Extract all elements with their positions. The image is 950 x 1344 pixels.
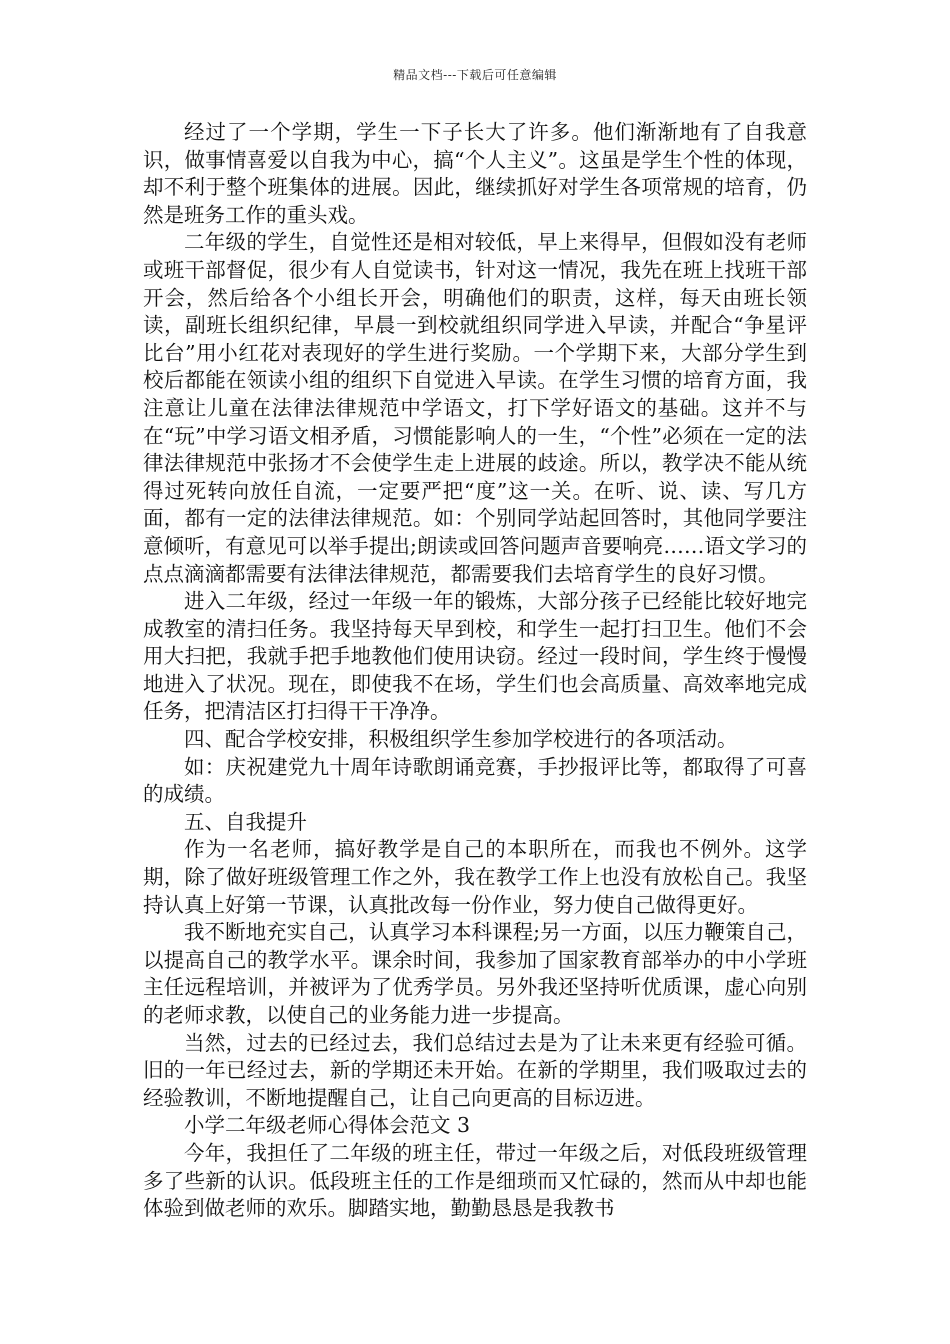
paragraph-8: 我不断地充实自己，认真学习本科课程;另一方面，以压力鞭策自己，以提高自己的教学水平。课余时间，我参加了国家教育部举办的中小学班主任远程培训，并被评为了优秀学员。另外我还坚持听优质课，虚心向别的老师求教，以使自己的业务能力进一步提高。	[143, 920, 807, 1027]
paragraph-7: 作为一名老师，搞好教学是自己的本职所在，而我也不例外。这学期，除了做好班级管理工作之外，我在教学工作上也没有放松自己。我坚持认真上好第一节课，认真批改每一份作业，努力使自己做得更好。	[143, 837, 807, 917]
page-header: 精品文档---下载后可任意编辑	[393, 68, 557, 82]
document-body	[143, 119, 807, 1223]
paragraph-9: 当然，过去的已经过去，我们总结过去是为了让未来更有经验可循。旧的一年已经过去，新的学期还未开始。在新的学期里，我们吸取过去的经验教训，不断地提醒自己，让自己向更高的目标迈进。	[143, 1030, 807, 1110]
paragraph-5: 如：庆祝建党九十周年诗歌朗诵竞赛，手抄报评比等，都取得了可喜的成绩。	[143, 754, 807, 807]
paragraph-11: 今年，我担任了二年级的班主任，带过一年级之后，对低段班级管理多了些新的认识。低段班主任的工作是细琐而又忙碌的，然而从中却也能体验到做老师的欢乐。脚踏实地，勤勤恳恳是我教书	[143, 1140, 807, 1221]
section-heading: 五、自我提升	[184, 809, 307, 834]
paragraph-1: 经过了一个学期，学生一下子长大了许多。他们渐渐地有了自我意识，做事情喜爱以自我为中心，搞“个人主义”。这虽是学生个性的体现，却不利于整个班集体的进展。因此，继续抓好对学生各项常规的培育，仍然是班务工作的重头戏。	[143, 120, 807, 227]
paragraph-2: 二年级的学生，自觉性还是相对较低，早上来得早，但假如没有老师或班干部督促，很少有人自觉读书，针对这一情况，我先在班上找班干部开会，然后给各个小组长开会，明确他们的职责，这样，每天由班长领读，副班长组织纪律，早晨一到校就组织同学进入早读，并配合“争星评比台”用小红花对表现好的学生进行奖励。一个学期下来，大部分学生到校后都能在领读小组的组织下自觉进入早读。在学生习惯的培育方面，我注意让儿童在法律法律规范中学语文，打下学好语文的基础。这并不与在“玩”中学习语文相矛盾，习惯能影响人的一生，“个性”必须在一定的法律法律规范中张扬才不会使学生走上进展的歧途。所以，教学决不能从统得过死转向放任自流，一定要严把“度”这一关。在听、说、读、写几方面，都有一定的法律法律规范。如：个别同学站起回答时，其他同学要注意倾听，有意见可以举手提出;朗读或回答问题声音要响亮……语文学习的点点滴滴都需要有法律法律规范，都需要我们去培育学生的良好习惯。	[143, 230, 807, 586]
paragraph-4: 四、配合学校安排，积极组织学生参加学校进行的各项活动。	[184, 727, 738, 752]
paragraph-3: 进入二年级，经过一年级一年的锻炼，大部分孩子已经能比较好地完成教室的清扫任务。我坚持每天早到校，和学生一起打扫卫生。他们不会用大扫把，我就手把手地教他们使用诀窃。经过一段时间，学生终于慢慢地进入了状况。现在，即使我不在场，学生们也会高质量、高效率地完成任务，把清洁区打扫得干干净净。	[143, 589, 807, 724]
article-title: 小学二年级老师心得体会范文 3	[184, 1113, 471, 1138]
